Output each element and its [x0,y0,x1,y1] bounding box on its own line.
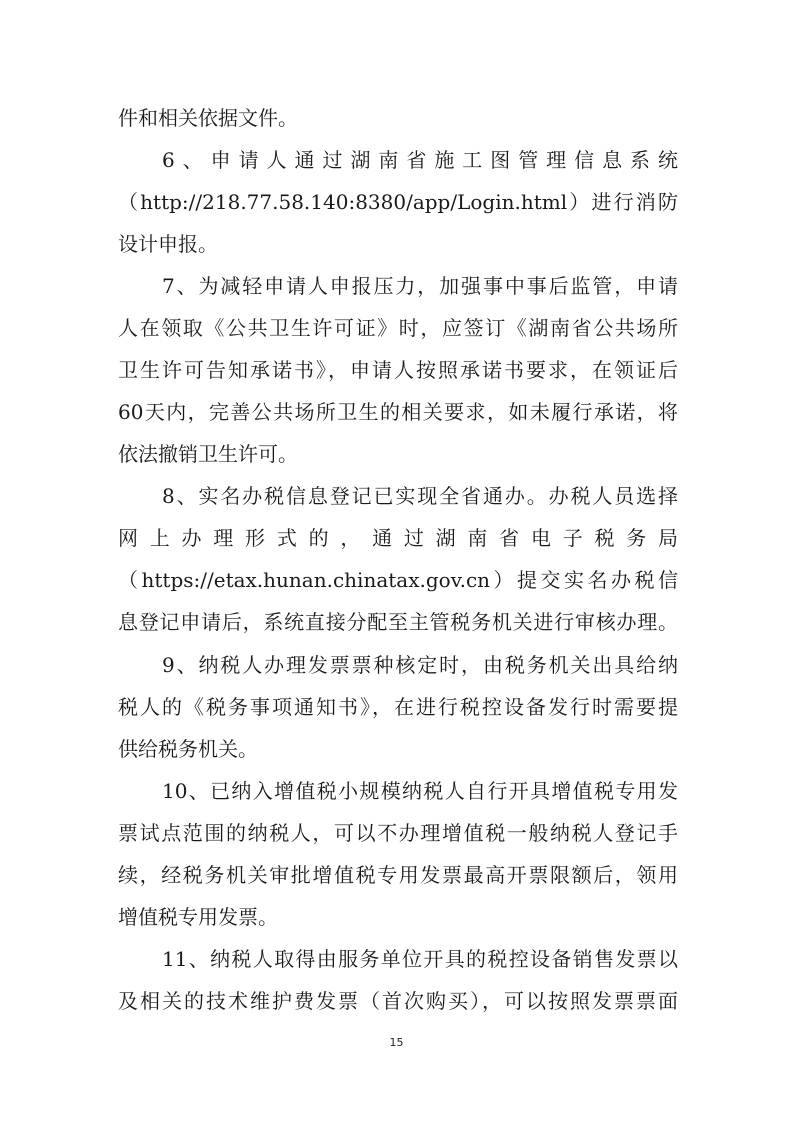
page-number: 15 [389,1036,404,1049]
text-line: 8、实名办税信息登记已实现全省通办。办税人员选择 [162,484,678,508]
text-line: 设计申报。 [118,232,218,256]
text-line: 60天内，完善公共场所卫生的相关要求，如未履行承诺，将 [118,400,678,424]
text-line: 票试点范围的纳税人，可以不办理增值税一般纳税人登记手 [118,821,678,845]
text-line: 7、为减轻申请人申报压力，加强事中事后监管，申请 [162,274,678,298]
text-line: 网上办理形式的，通过湖南省电子税务局 [118,526,678,550]
text-line: （https://etax.hunan.chinatax.gov.cn）提交实名办税信 [118,568,678,592]
text-line: 及相关的技术维护费发票（首次购买），可以按照发票票面 [118,989,678,1013]
text-line: 9、纳税人办理发票票种核定时，由税务机关出具给纳 [162,653,678,677]
text-line: 卫生许可告知承诺书》，申请人按照承诺书要求，在领证后 [118,358,678,382]
text-line: 供给税务机关。 [118,737,258,761]
text-line: 10、已纳入增值税小规模纳税人自行开具增值税专用发 [162,779,678,803]
text-line: 6、申请人通过湖南省施工图管理信息系统 [162,148,678,172]
text-line: 11、纳税人取得由服务单位开具的税控设备销售发票以 [162,947,678,971]
text-line: （http://218.77.58.140:8380/app/Login.html）进行消防 [118,190,678,214]
text-line: 续，经税务机关审批增值税专用发票最高开票限额后，领用 [118,863,678,887]
text-line: 息登记申请后，系统直接分配至主管税务机关进行审核办理。 [118,610,678,634]
text-line: 依法撤销卫生许可。 [118,442,298,466]
text-line: 人在领取《公共卫生许可证》时，应签订《湖南省公共场所 [118,316,678,340]
text-line: 增值税专用发票。 [118,905,278,929]
text-line: 税人的《税务事项通知书》，在进行税控设备发行时需要提 [118,695,678,719]
text-line: 件和相关依据文件。 [118,106,298,130]
